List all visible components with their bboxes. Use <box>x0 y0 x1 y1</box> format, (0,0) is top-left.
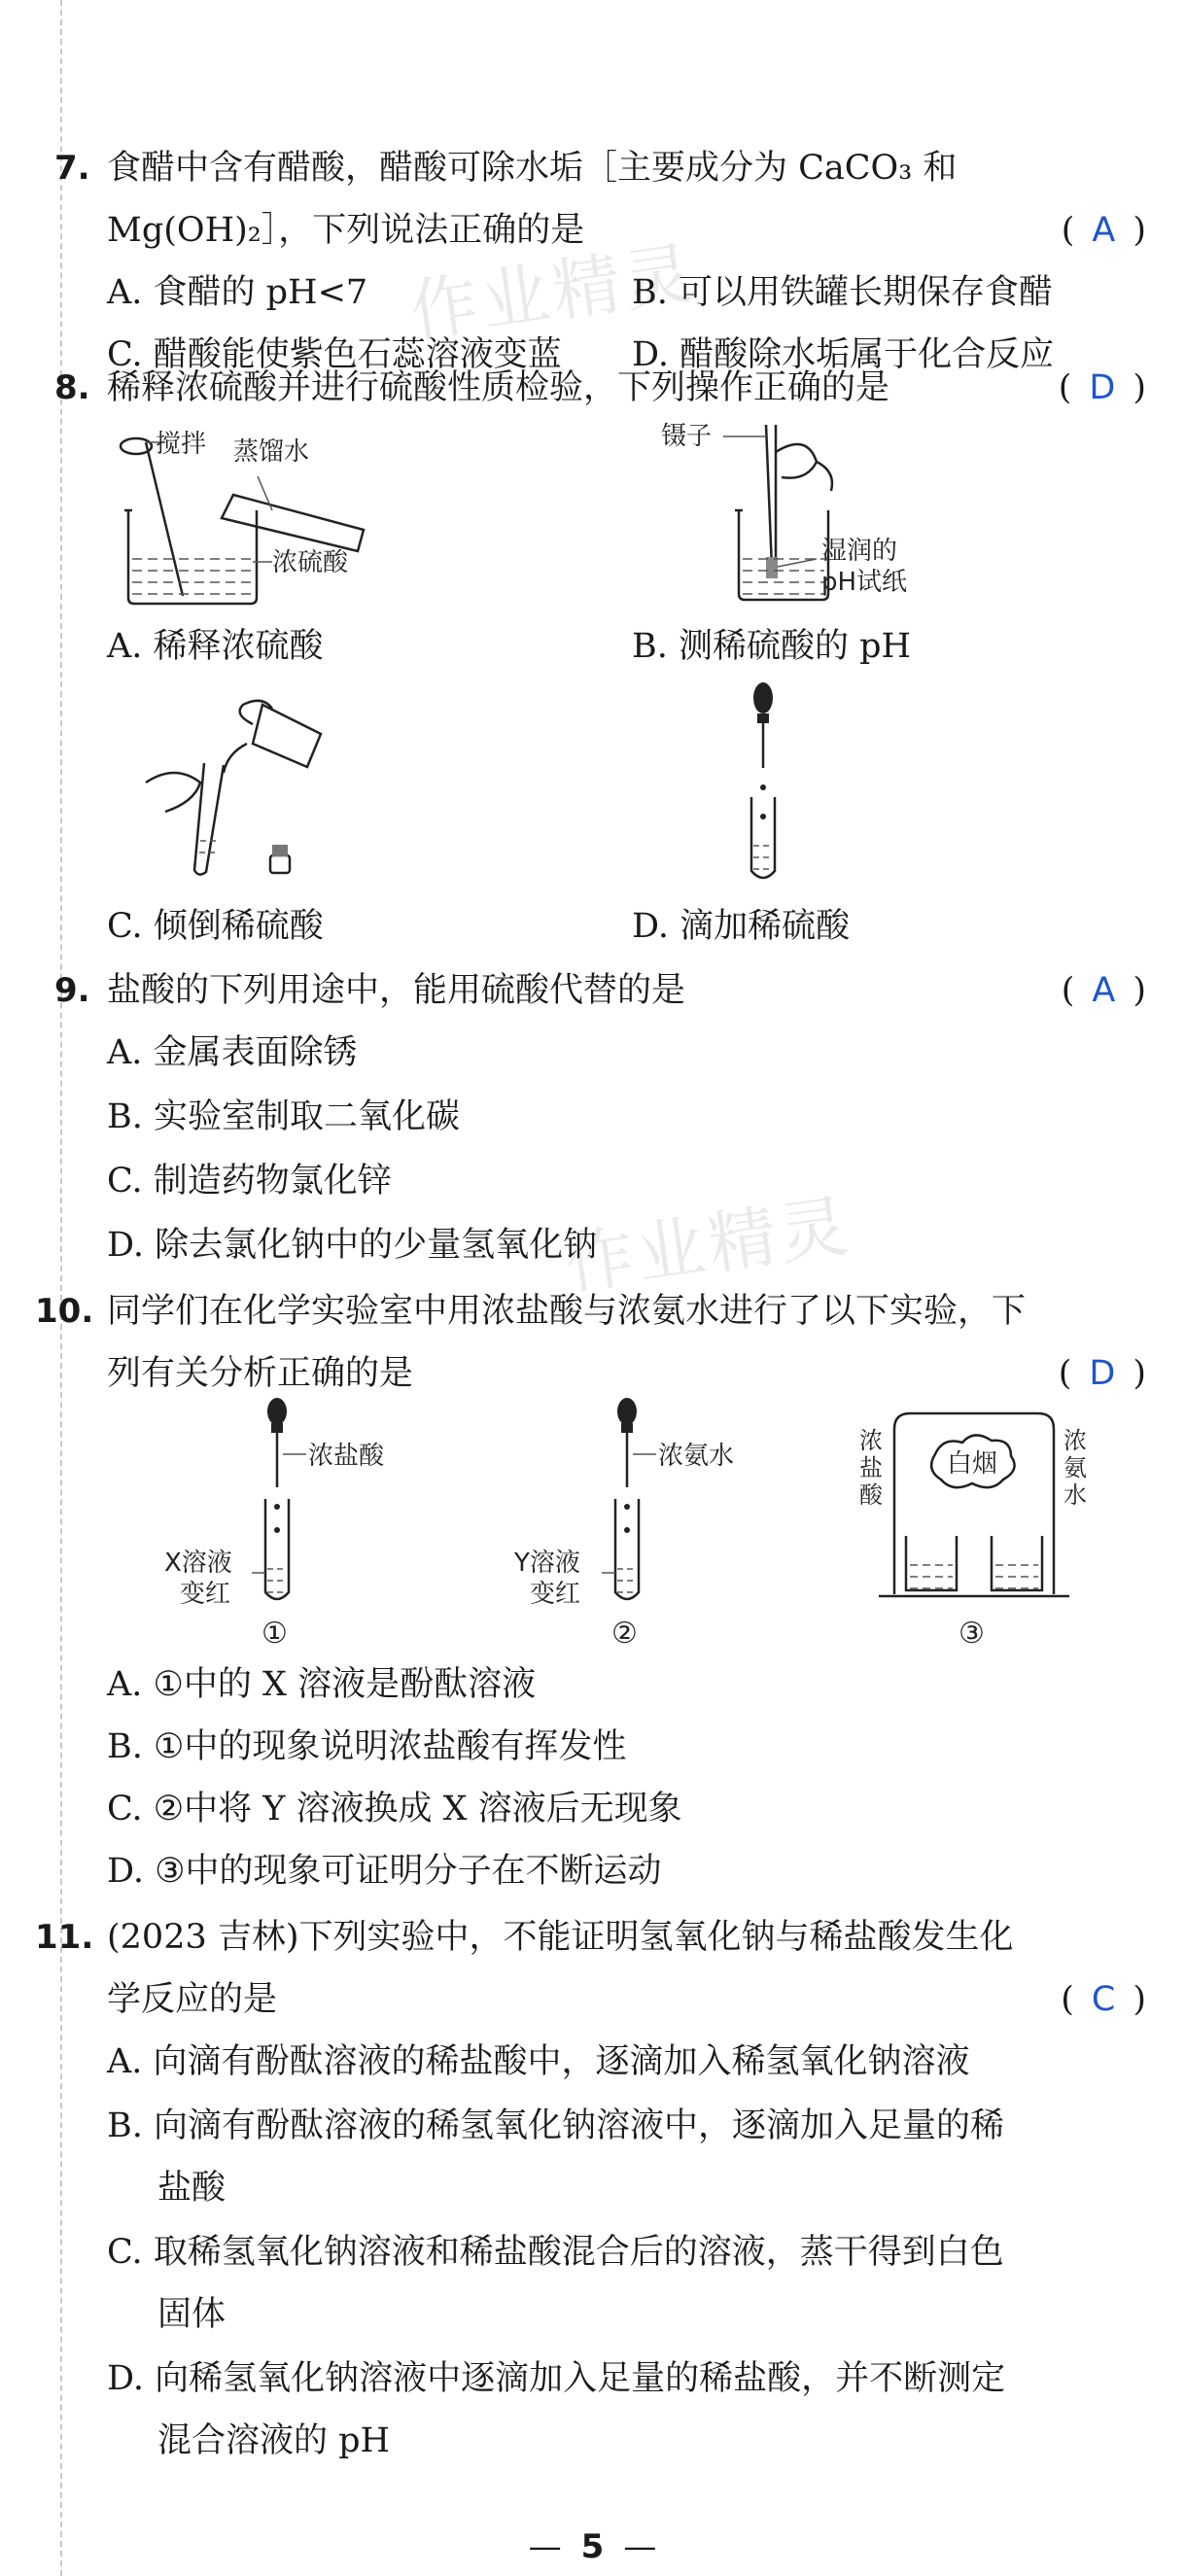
label-distilled-water: 蒸馏水 <box>233 437 310 467</box>
q8-captions-row1 <box>68 614 1146 679</box>
label-circle-2: ② <box>611 1617 638 1651</box>
label-y-solution: Y溶液 <box>514 1549 580 1578</box>
option-c: C. 制造药物氯化锌 <box>107 1162 392 1201</box>
label-nh3-vertical: 浓氨水 <box>1063 1427 1087 1509</box>
label-hcl-vertical: 浓盐酸 <box>859 1427 883 1509</box>
watermark: 作业精灵 <box>404 232 702 353</box>
option-c-cont: 固体 <box>157 2295 227 2334</box>
option-a: A. 金属表面除锈 <box>107 1033 358 1072</box>
figure-measure-ph <box>661 413 953 608</box>
label-nh3: 浓氨水 <box>658 1442 735 1471</box>
option-c: C. ②中将 Y 溶液换成 X 溶液后无现象 <box>107 1790 682 1828</box>
stem-line: 同学们在化学实验室中用浓盐酸与浓氨水进行了以下实验，下 <box>107 1292 1027 1331</box>
answer-value: D <box>1089 1354 1116 1393</box>
option-a: A. ①中的 X 溶液是酚酞溶液 <box>107 1665 537 1704</box>
option-d-cont: 混合溶液的 pH <box>157 2421 391 2460</box>
watermark: 作业精灵 <box>560 1185 857 1305</box>
figure-drip-acid <box>714 680 812 885</box>
option-b: B. 向滴有酚酞溶液的稀氢氧化钠溶液中，逐滴加入足量的稀 <box>107 2106 1004 2145</box>
question-11 <box>35 1905 1146 2489</box>
question-9 <box>54 958 1146 1279</box>
answer-bracket: ( A ) <box>1061 971 1146 1010</box>
question-number: 7. <box>54 149 90 188</box>
label-turn-red: 变红 <box>530 1580 581 1609</box>
option-d: D. 向稀氢氧化钠溶液中逐滴加入足量的稀盐酸，并不断测定 <box>107 2359 1006 2398</box>
option-b: B. 可以用铁罐长期保存食醋 <box>632 273 1053 312</box>
figure-exp-2 <box>510 1398 763 1651</box>
answer-bracket: ( A ) <box>1061 211 1146 250</box>
option-a: A. 稀释浓硫酸 <box>107 627 324 666</box>
label-tweezers: 镊子 <box>661 422 713 451</box>
figure-dilute-acid <box>107 423 399 608</box>
option-d: D. ③中的现象可证明分子在不断运动 <box>107 1852 662 1891</box>
q10-answer-row <box>68 1341 1146 1406</box>
answer-value: C <box>1091 1980 1116 2019</box>
option-b: B. ①中的现象说明浓盐酸有挥发性 <box>107 1727 627 1766</box>
stem-line: (2023 吉林)下列实验中，不能证明氢氧化钠与稀盐酸发生化 <box>107 1918 1014 1957</box>
option-a: A. 向滴有酚酞溶液的稀盐酸中，逐滴加入稀氢氧化钠溶液 <box>107 2042 970 2081</box>
label-circle-1: ① <box>261 1617 288 1651</box>
label-wet: 湿润的 <box>821 537 898 566</box>
footer-dash: — <box>623 2527 657 2566</box>
stem-line: 列有关分析正确的是 <box>107 1354 414 1393</box>
page-footer <box>0 2527 1185 2566</box>
page-number: 5 <box>580 2527 605 2566</box>
option-d: D. 除去氯化钠中的少量氢氧化钠 <box>107 1226 598 1265</box>
question-number: 11. <box>35 1918 94 1957</box>
label-circle-3: ③ <box>958 1617 985 1651</box>
option-b: B. 实验室制取二氧化碳 <box>107 1097 460 1136</box>
answer-value: A <box>1092 971 1116 1010</box>
stem-line: 盐酸的下列用途中，能用硫酸代替的是 <box>107 971 686 1010</box>
answer-bracket: ( C ) <box>1061 1980 1146 2019</box>
stem-line: 稀释浓硫酸并进行硫酸性质检验，下列操作正确的是 <box>107 368 890 407</box>
option-a: A. 食醋的 pH<7 <box>107 273 368 312</box>
option-c: C. 倾倒稀硫酸 <box>107 907 324 946</box>
answer-value: A <box>1092 211 1116 250</box>
option-c: C. 取稀氢氧化钠溶液和稀盐酸混合后的溶液，蒸干得到白色 <box>107 2233 1004 2272</box>
figure-exp-3 <box>855 1400 1108 1653</box>
option-c: C. 醋酸能使紫色石蕊溶液变蓝 <box>107 335 562 374</box>
figure-exp-1 <box>160 1398 413 1651</box>
stem-line: 学反应的是 <box>107 1980 278 2019</box>
answer-bracket: ( D ) <box>1058 1354 1146 1393</box>
question-number: 8. <box>54 368 90 407</box>
label-turn-red: 变红 <box>180 1580 231 1609</box>
footer-dash: — <box>528 2527 562 2566</box>
option-d: D. 滴加稀硫酸 <box>632 907 851 946</box>
question-number: 10. <box>35 1292 94 1331</box>
label-x-solution: X溶液 <box>164 1549 232 1578</box>
label-stir: 搅拌 <box>156 430 207 459</box>
label-conc-acid: 浓硫酸 <box>272 548 349 577</box>
option-b-cont: 盐酸 <box>157 2169 227 2208</box>
label-ph-paper: pH试纸 <box>821 568 908 597</box>
answer-value: D <box>1089 368 1116 407</box>
answer-bracket: ( D ) <box>1058 368 1146 407</box>
label-white-smoke: 白烟 <box>947 1449 998 1479</box>
question-7 <box>54 136 1146 374</box>
label-hcl: 浓盐酸 <box>308 1442 385 1471</box>
stem-line: Mg(OH)₂］，下列说法正确的是 <box>107 211 585 250</box>
q8-captions-row2 <box>68 894 1146 958</box>
option-b: B. 测稀硫酸的 pH <box>632 627 912 666</box>
option-d: D. 醋酸除水垢属于化合反应 <box>632 335 1055 374</box>
figure-pour-acid <box>126 685 360 880</box>
question-number: 9. <box>54 971 90 1010</box>
stem-line: 食醋中含有醋酸，醋酸可除水垢［主要成分为 CaCO₃ 和 <box>107 149 958 188</box>
question-10-options <box>68 1653 1146 1915</box>
